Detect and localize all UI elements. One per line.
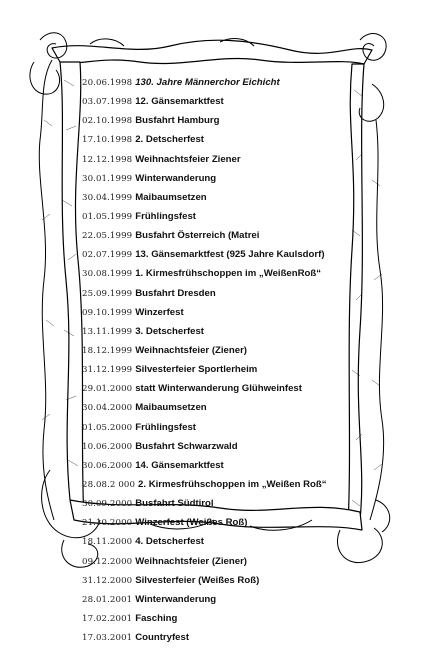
event-name: Winterwanderung — [135, 593, 217, 605]
event-date: 28.01.2001 — [82, 594, 133, 605]
event-name: 12. Gänsemarktfest — [135, 96, 224, 108]
event-list — [82, 71, 372, 645]
event-row — [82, 205, 372, 224]
event-row — [82, 128, 372, 147]
event-name: Frühlingsfest — [135, 421, 196, 433]
event-row — [82, 396, 372, 415]
event-row — [82, 626, 372, 645]
event-row — [82, 473, 372, 492]
event-date: 31.12.1999 — [82, 365, 133, 376]
event-name: Weihnachtsfeier Ziener — [135, 153, 241, 165]
event-row — [82, 282, 372, 301]
event-name: Winzerfest — [135, 306, 184, 318]
event-name: 4. Detscherfest — [135, 536, 205, 548]
event-name: Weihnachtsfeier (Ziener) — [135, 344, 247, 356]
event-date: 22.05.1999 — [82, 231, 133, 242]
event-date: 18.11.2000 — [82, 537, 133, 548]
event-row — [82, 358, 372, 377]
event-row — [82, 377, 372, 396]
event-row — [82, 339, 372, 358]
event-date: 17.03.2001 — [82, 633, 133, 644]
event-row — [82, 148, 372, 167]
event-date: 20.06.1998 — [82, 78, 133, 88]
event-name: Busfahrt Österreich (Matrei — [135, 230, 260, 242]
event-row — [82, 511, 372, 530]
event-date: 29.01.2000 — [82, 384, 133, 395]
event-date: 01.05.2000 — [82, 422, 133, 433]
event-name: 130. Jahre Männerchor Eichicht — [135, 77, 280, 88]
event-name: 2. Kirmesfrühschoppen im „Weißen Roß“ — [138, 478, 327, 490]
event-row — [82, 224, 372, 243]
event-date: 28.08.2 000 — [82, 479, 136, 490]
event-date: 17.02.2001 — [82, 613, 133, 624]
event-name: statt Winterwanderung Glühweinfest — [135, 383, 302, 395]
event-date: 10.06.2000 — [82, 441, 133, 452]
event-date: 01.05.1999 — [82, 211, 133, 222]
event-row — [82, 90, 372, 109]
event-date: 30.04.2000 — [82, 403, 133, 414]
event-date: 18.12.1999 — [82, 345, 133, 356]
event-date: 17.10.1998 — [82, 135, 133, 146]
event-name: Busfahrt Südtirol — [135, 498, 214, 510]
event-name: Silvesterfeier Sportlerheim — [135, 364, 258, 376]
event-date: 30.04.1999 — [82, 192, 133, 203]
event-row — [82, 550, 372, 569]
event-row — [82, 71, 372, 90]
event-row — [82, 262, 372, 281]
event-name: Busfahrt Schwarzwald — [135, 440, 238, 452]
event-row — [82, 607, 372, 626]
event-date: 03.07.1998 — [82, 97, 133, 108]
event-row — [82, 416, 372, 435]
event-name: Countryfest — [135, 632, 190, 644]
event-row — [82, 320, 372, 339]
event-name: 2. Detscherfest — [135, 134, 205, 146]
event-date: 30.06.2000 — [82, 460, 133, 471]
event-date: 25.09.1999 — [82, 288, 133, 299]
event-name: Busfahrt Dresden — [135, 287, 216, 299]
event-name: Weihnachtsfeier (Ziener) — [135, 555, 247, 567]
event-date: 09.12.2000 — [82, 556, 133, 567]
event-date: 12.12.1998 — [82, 154, 133, 165]
event-row — [82, 109, 372, 128]
event-row — [82, 167, 372, 186]
event-date: 09.10.1999 — [82, 307, 133, 318]
event-row — [82, 530, 372, 549]
event-row — [82, 243, 372, 262]
event-date: 30.09.2000 — [82, 499, 133, 510]
event-name: Frühlingsfest — [135, 210, 196, 222]
event-row — [82, 435, 372, 454]
event-row — [82, 186, 372, 205]
event-row — [82, 588, 372, 607]
event-date: 31.12.2000 — [82, 575, 133, 586]
event-date: 02.10.1998 — [82, 116, 133, 127]
event-name: Silvesterfeier (Weißes Roß) — [135, 574, 260, 586]
event-name: Winzerfest (Weißes Roß) — [135, 517, 248, 529]
event-date: 02.07.1999 — [82, 250, 133, 261]
event-name: 13. Gänsemarktfest (925 Jahre Kaulsdorf) — [135, 249, 325, 261]
event-name: Fasching — [135, 612, 178, 624]
event-date: 30.01.1999 — [82, 173, 133, 184]
event-row — [82, 492, 372, 511]
event-row — [82, 569, 372, 588]
event-row — [82, 301, 372, 320]
event-name: Busfahrt Hamburg — [135, 115, 220, 127]
event-row — [82, 454, 372, 473]
event-name: Maibaumsetzen — [135, 402, 207, 414]
event-date: 30.08.1999 — [82, 269, 133, 280]
event-name: Winterwanderung — [135, 172, 217, 184]
event-date: 13.11.1999 — [82, 326, 133, 337]
event-name: 1. Kirmesfrühschoppen im „WeißenRoß“ — [135, 268, 322, 280]
event-date: 21.10.2000 — [82, 518, 133, 529]
event-name: Maibaumsetzen — [135, 191, 207, 203]
event-name: 14. Gänsemarktfest — [135, 459, 224, 471]
event-name: 3. Detscherfest — [135, 325, 205, 337]
